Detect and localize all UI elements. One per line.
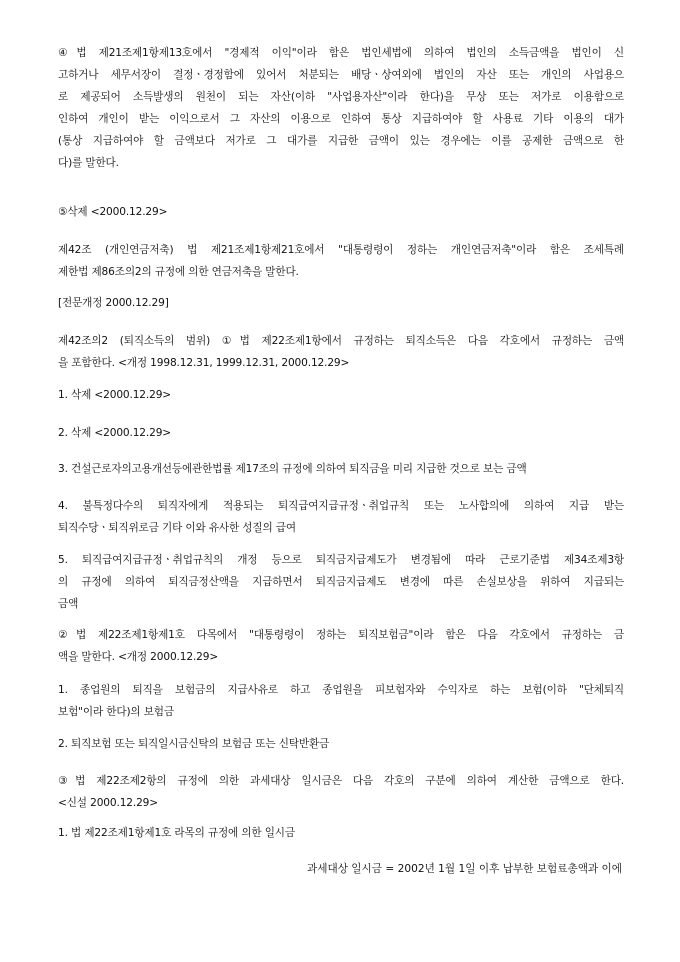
text-line: ⑤삭제 <2000.12.29>	[58, 206, 168, 218]
list-item-1-deleted	[58, 384, 624, 406]
list-item-4	[58, 495, 624, 539]
text-line: 고하거나 세무서장이 결정ㆍ경정함에 있어서 처분되는 배당ㆍ상여외에 법인의 자산 또는 개인의 사업용으	[58, 69, 624, 81]
text-line: ③법 제22조제2항의 규정에 의한 과세대상 일시금은 다음 각호의 구분에 의하여 계산한 금액으로 한다.	[58, 775, 624, 787]
text-line: 보험"이라 한다)의 보험금	[58, 706, 174, 718]
text-line: 제한법 제86조의2의 규정에 의한 연금저축을 말한다.	[58, 266, 299, 278]
list-item-group-insurance	[58, 679, 624, 723]
paragraph-full-revision	[58, 292, 624, 314]
paragraph-taxable-lump-sum	[58, 770, 624, 814]
formula-line: 과세대상 일시금 = 2002년 1월 1일 이후 납부한 보험료총액과 이에	[307, 863, 622, 875]
list-item-retirement-trust	[58, 733, 624, 755]
text-line: 금액	[58, 598, 79, 610]
paragraph-retirement-insurance	[58, 624, 624, 668]
text-line: 로 제공되어 소득발생의 원천이 되는 자산(이하 "사업용자산"이라 한다)을 무상 또는 저가로 이용함으로	[58, 91, 624, 103]
text-line: 1. 법 제22조제1항제1호 라목의 규정에 의한 일시금	[58, 827, 295, 839]
paragraph-article-42	[58, 239, 624, 283]
paragraph-article-42-2	[58, 330, 624, 374]
text-line: 1. 삭제 <2000.12.29>	[58, 389, 172, 401]
text-line: 다)를 말한다.	[58, 157, 119, 169]
text-line: 퇴직수당ㆍ퇴직위로금 기타 이와 유사한 성질의 급여	[58, 522, 296, 534]
paragraph-deleted-5	[58, 201, 624, 223]
text-line: <신설 2000.12.29>	[58, 797, 158, 809]
list-item-5	[58, 549, 624, 615]
text-line: 4. 불특정다수의 퇴직자에게 적용되는 퇴직급여지급규정ㆍ취업규칙 또는 노사합의에 의하여 지급 받는	[58, 500, 624, 512]
text-line: 인하여 개인이 받는 이익으로서 그 자산의 이용으로 인하여 통상 지급하여야 할 사용료 기타 이용의 대가	[58, 113, 624, 125]
text-line: 2. 퇴직보험 또는 퇴직일시금신탁의 보험금 또는 신탁반환금	[58, 738, 330, 750]
text-line: ②법 제22조제1항제1호 다목에서 "대통령령이 정하는 퇴직보험금"이라 함은 다음 각호에서 규정하는 금	[58, 629, 624, 641]
text-line: ④법 제21조제1항제13호에서 "경제적 이익"이라 함은 법인세법에 의하여 법인의 소득금액을 법인이 신	[58, 47, 624, 59]
text-line: 5. 퇴직급여지급규정ㆍ취업규칙의 개정 등으로 퇴직금지급제도가 변경됨에 따라 근로기준법 제34조제3항	[58, 554, 624, 566]
text-line: 제42조의2 (퇴직소득의 범위) ①법 제22조제1항에서 규정하는 퇴직소득은 다음 각호에서 규정하는 금액	[58, 335, 624, 347]
list-item-2-deleted	[58, 422, 624, 444]
text-line: [전문개정 2000.12.29]	[58, 297, 169, 309]
list-item-lump-sum-1	[58, 822, 624, 844]
text-line: 을 포함한다. <개정 1998.12.31, 1999.12.31, 2000.12.29>	[58, 357, 350, 369]
text-line: 3. 건설근로자의고용개선등에관한법률 제17조의 규정에 의하여 퇴직금을 미리 지급한 것으로 보는 금액	[58, 463, 527, 475]
text-line: 의 규정에 의하여 퇴직금정산액을 지급하면서 퇴직금지급제도 변경에 따른 손실보상을 위하여 지급되는	[58, 576, 624, 588]
text-line: 액을 말한다. <개정 2000.12.29>	[58, 651, 219, 663]
text-line: 2. 삭제 <2000.12.29>	[58, 427, 172, 439]
list-item-3	[58, 458, 624, 480]
text-line: (통상 지급하여야 할 금액보다 저가로 그 대가를 지급한 금액이 있는 경우에는 이를 공제한 금액으로 한	[58, 135, 624, 147]
text-line: 1. 종업원의 퇴직을 보험금의 지급사유로 하고 종업원을 피보험자와 수익자로 하는 보험(이하 "단체퇴직	[58, 684, 624, 696]
text-line: 제42조 (개인연금저축) 법 제21조제1항제21호에서 "대통령령이 정하는 개인연금저축"이라 함은 조세특례	[58, 244, 624, 256]
paragraph-economic-benefit	[58, 42, 624, 174]
